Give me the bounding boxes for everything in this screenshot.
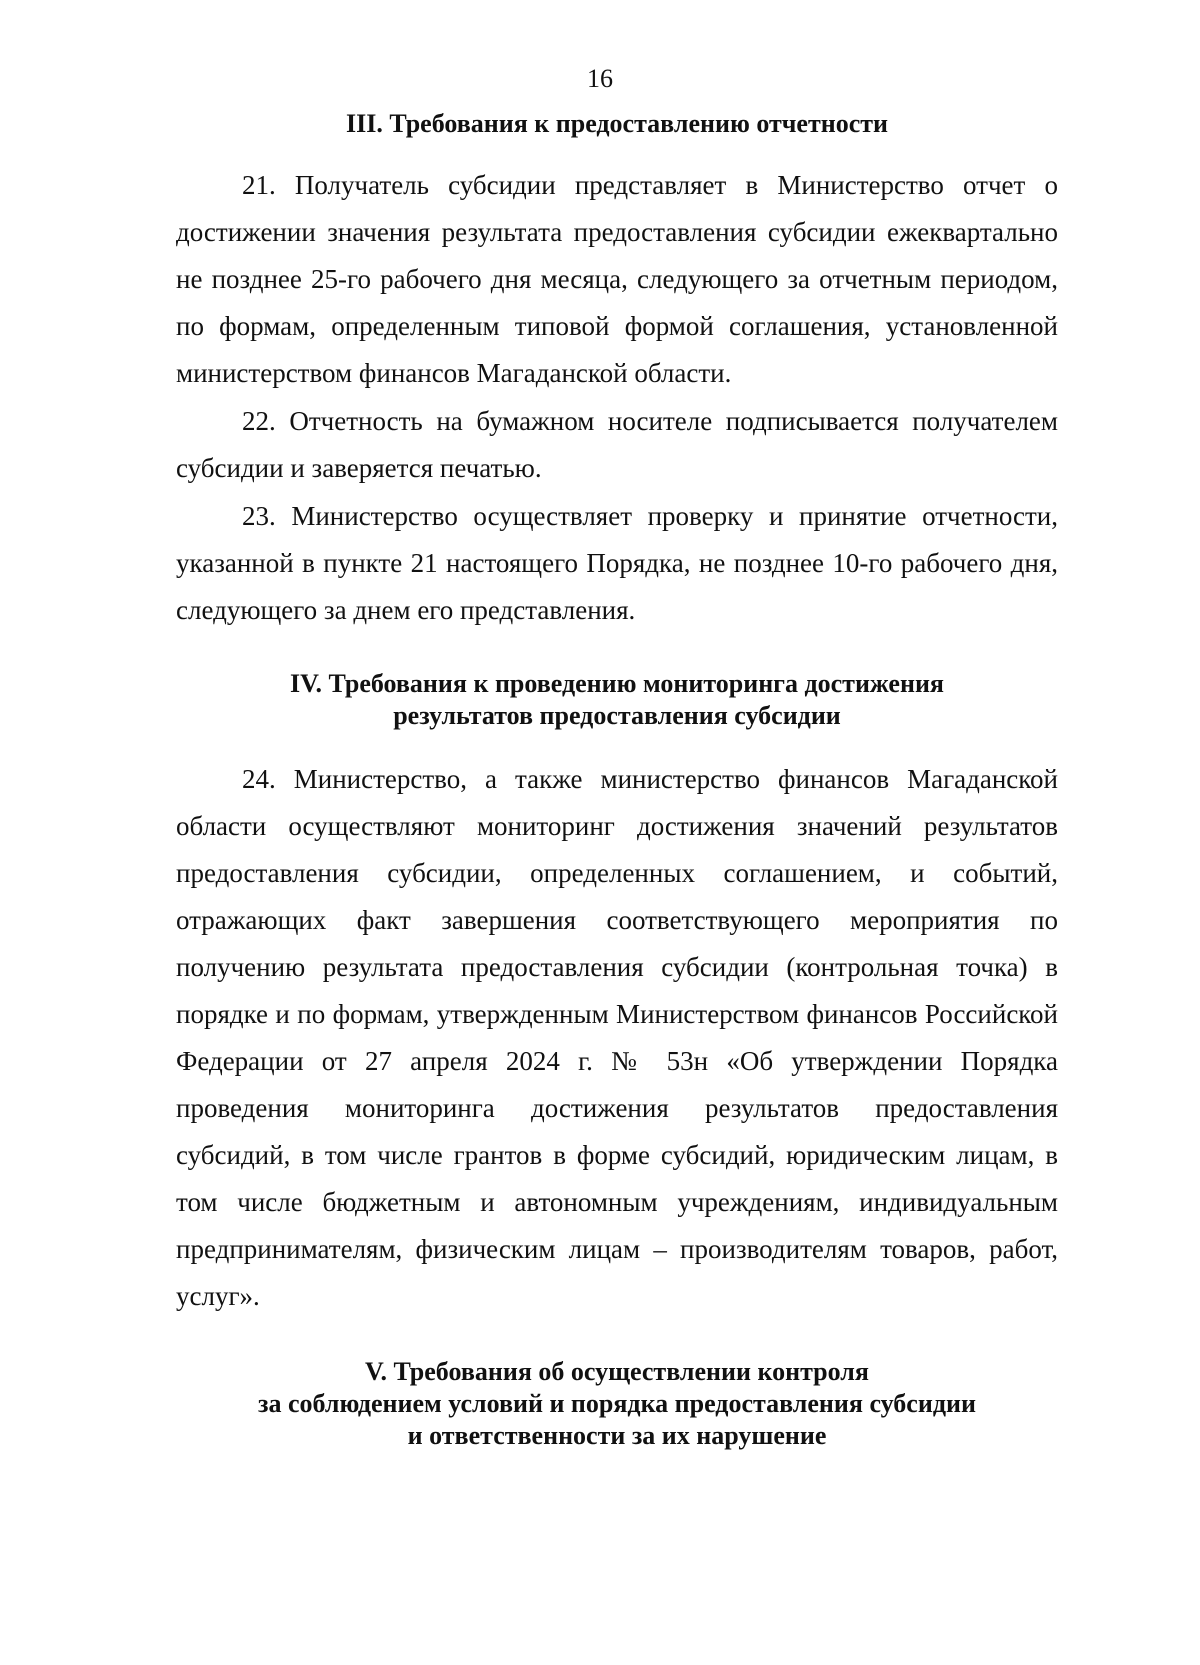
paragraph-22: 22. Отчетность на бумажном носителе подписывается получателем субсидии и заверяется печатью.	[176, 406, 1058, 483]
page-number: 16	[587, 64, 613, 93]
section-4-heading	[176, 668, 1058, 732]
section-4-heading-line-2: результатов предоставления субсидии	[393, 701, 841, 730]
document-body	[176, 108, 1058, 1452]
section-5-heading	[176, 1356, 1058, 1452]
section-5-heading-line-2: за соблюдением условий и порядка предоставления субсидии	[258, 1389, 976, 1418]
section-5-heading-line-3: и ответственности за их нарушение	[407, 1421, 827, 1450]
paragraph-24: 24. Министерство, а также министерство финансов Магаданской области осуществляют мониторинг достижения значений результатов предоставления субсидии, определенных соглашением, и событий, отражающих факт завершения соответствующего мероприятия по получению результата предоставления субсидии (контрольная точка) в порядке и по формам, утвержденным Министерством финансов Российской Федерации от 27 апреля 2024 г. № 53н «Об утверждении Порядка проведения мониторинга достижения результатов предоставления субсидий, в том числе грантов в форме субсидий, юридическим лицам, в том числе бюджетным и автономным учреждениям, индивидуальным предпринимателям, физическим лицам – производителям товаров, работ, услуг».	[176, 764, 1058, 1311]
paragraph-23: 23. Министерство осуществляет проверку и принятие отчетности, указанной в пункте 21 настоящего Порядка, не позднее 10-го рабочего дня, следующего за днем его представления.	[176, 501, 1058, 625]
section-3-heading: III. Требования к предоставлению отчетности	[345, 109, 888, 138]
paragraph-21: 21. Получатель субсидии представляет в Министерство отчет о достижении значения результата предоставления субсидии ежеквартально не позднее 25-го рабочего дня месяца, следующего за отчетным периодом, по формам, определенным типовой формой соглашения, установленной министерством финансов Магаданской области.	[176, 170, 1058, 388]
section-5-heading-line-1: V. Требования об осуществлении контроля	[365, 1357, 869, 1386]
section-4-heading-line-1: IV. Требования к проведению мониторинга достижения	[289, 669, 944, 698]
